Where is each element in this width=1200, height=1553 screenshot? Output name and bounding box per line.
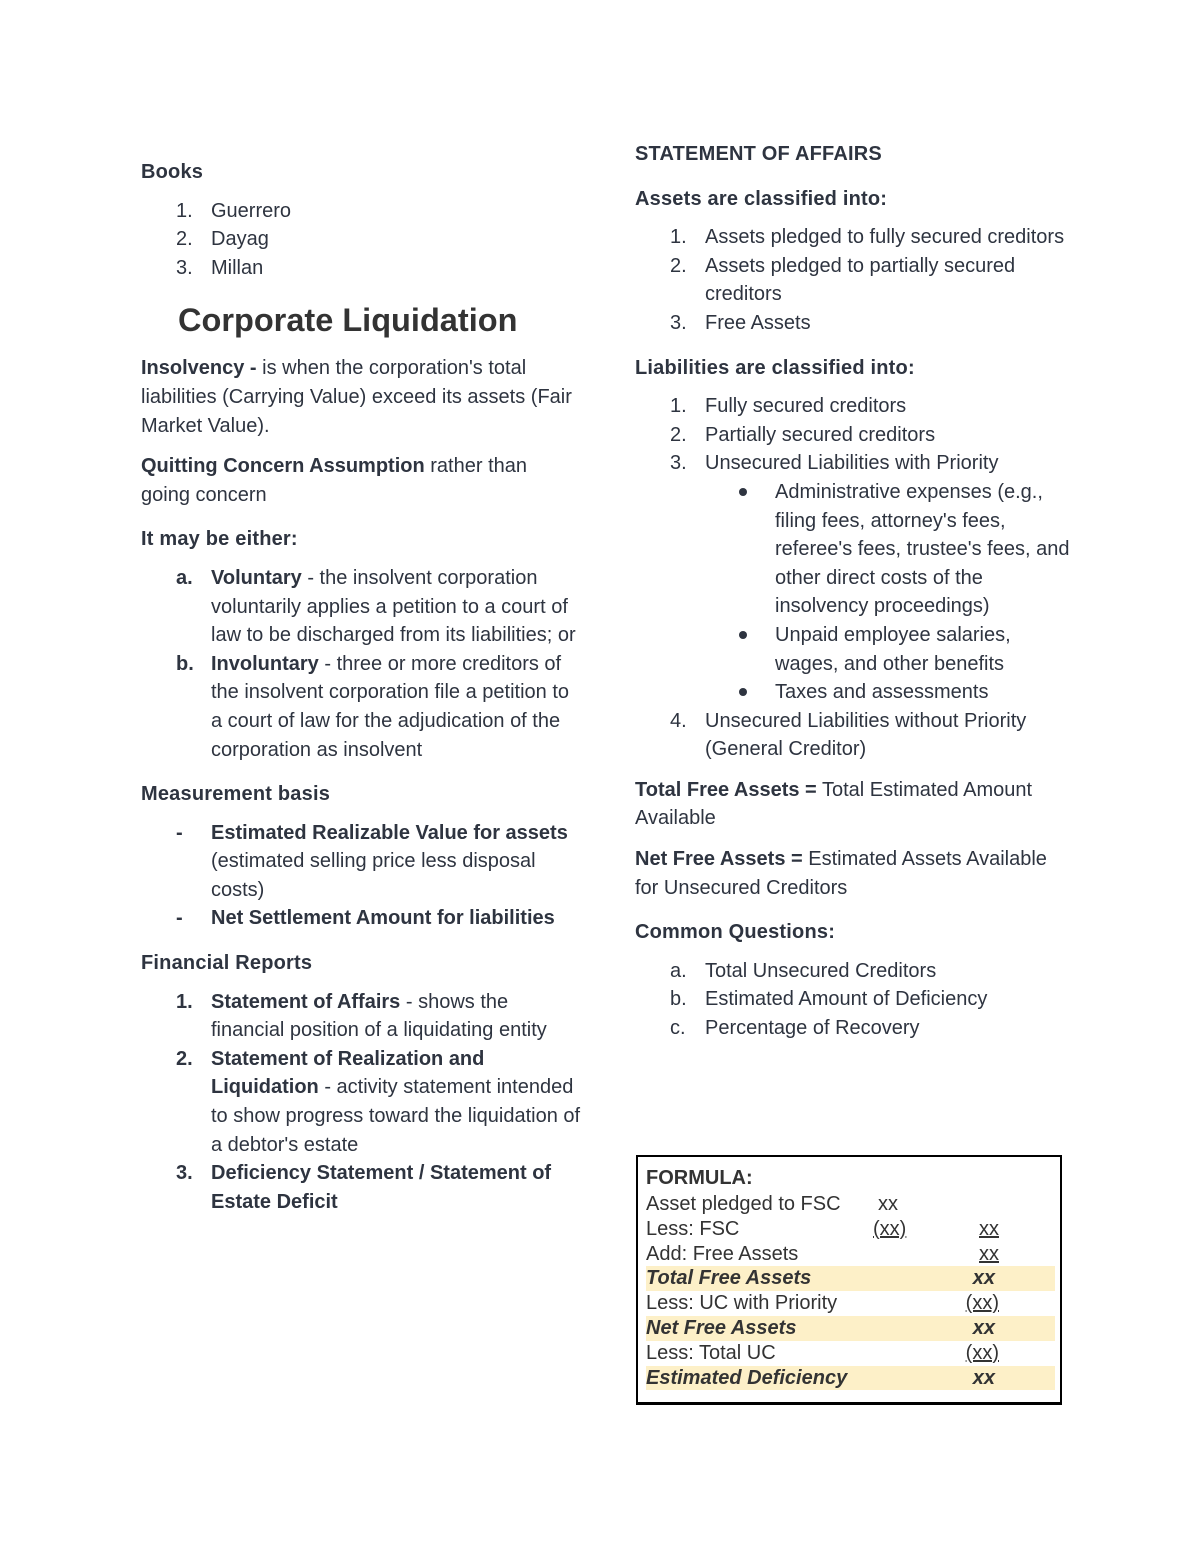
list-item <box>141 564 581 650</box>
definition: Total Estimated Amount Available <box>635 778 1033 830</box>
list-item <box>635 478 1075 621</box>
list-text: Millan <box>211 256 264 279</box>
list-item <box>141 988 581 1045</box>
formula-row-highlight <box>646 1266 1055 1291</box>
right-column <box>635 140 1075 1055</box>
term: Involuntary <box>211 652 319 675</box>
formula-row-highlight <box>646 1366 1055 1391</box>
list-marker: - <box>176 907 183 930</box>
assets-heading: Assets are classified into: <box>635 187 888 210</box>
list-marker: 3. <box>176 1162 193 1185</box>
list-text: Unsecured Liabilities without Priority (General Creditor) <box>705 709 1027 761</box>
list-item <box>635 421 1075 450</box>
formula-box <box>636 1155 1062 1405</box>
list-item <box>141 225 581 254</box>
definition: - activity statement intended to show progress toward the liquidation of a debtor's estate <box>211 1076 581 1156</box>
total-free-assets-definition <box>635 776 1075 833</box>
list-marker: 1. <box>670 395 687 418</box>
list-marker: 3. <box>176 256 193 279</box>
page-title: Corporate Liquidation <box>178 302 518 339</box>
list-item <box>635 678 1075 707</box>
list-item <box>141 197 581 226</box>
left-column <box>141 140 581 1228</box>
term: Insolvency - <box>141 357 257 380</box>
term: Total Free Assets = <box>635 778 817 801</box>
list-item <box>141 819 581 905</box>
either-list <box>141 564 581 764</box>
list-text: Fully secured creditors <box>705 395 907 418</box>
term: Net Free Assets = <box>635 848 803 871</box>
formula-value-1: xx <box>878 1193 898 1215</box>
formula-label: Estimated Deficiency <box>646 1366 848 1389</box>
list-text: Estimated Amount of Deficiency <box>705 988 988 1011</box>
bullet-icon <box>739 688 747 696</box>
list-item <box>141 650 581 764</box>
list-marker: a. <box>176 566 193 589</box>
reports-heading: Financial Reports <box>141 952 313 975</box>
formula-row <box>646 1217 1055 1242</box>
formula-value-1: (xx) <box>873 1217 907 1240</box>
list-text: Assets pledged to partially secured creditors <box>705 254 1016 306</box>
list-marker: b. <box>176 652 194 675</box>
formula-row-highlight <box>646 1316 1055 1341</box>
formula-value-2: xx <box>972 1267 995 1290</box>
term: Statement of Realization and Liquidation <box>211 1047 485 1099</box>
liabilities-heading: Liabilities are classified into: <box>635 356 915 379</box>
formula-label: Total Free Assets <box>646 1267 812 1290</box>
list-item <box>635 309 1075 338</box>
list-marker: 4. <box>670 709 687 732</box>
formula-label: Less: FSC <box>646 1217 740 1240</box>
list-text: Guerrero <box>211 199 292 222</box>
soa-heading: STATEMENT OF AFFAIRS <box>635 143 882 165</box>
formula-value-2: (xx) <box>965 1292 999 1315</box>
list-marker: 2. <box>670 254 687 277</box>
list-text: Free Assets <box>705 311 811 334</box>
definition: Estimated Assets Available for Unsecured Creditors <box>635 848 1047 899</box>
list-item <box>635 392 1075 421</box>
bullet-icon <box>739 631 747 639</box>
insolvency-definition <box>141 354 581 440</box>
list-item <box>141 254 581 283</box>
list-item <box>635 621 1075 678</box>
term: Statement of Affairs <box>211 990 401 1013</box>
list-text: Assets pledged to fully secured creditors <box>705 226 1065 249</box>
formula-value-2: xx <box>972 1366 995 1389</box>
list-marker: 1. <box>176 990 193 1013</box>
net-free-assets-definition <box>635 845 1075 902</box>
term: Net Settlement Amount for liabilities <box>211 907 555 930</box>
either-heading: It may be either: <box>141 528 298 551</box>
list-marker: 3. <box>670 311 687 334</box>
term: Estimated Realizable Value for assets <box>211 821 568 844</box>
list-item <box>635 252 1075 309</box>
list-text: Partially secured creditors <box>705 423 936 446</box>
term: Voluntary <box>211 566 302 589</box>
formula-label: Asset pledged to FSC <box>646 1193 841 1215</box>
questions-list <box>635 957 1075 1043</box>
list-marker: b. <box>670 988 687 1011</box>
list-marker: 3. <box>670 452 687 475</box>
books-heading: Books <box>141 161 204 183</box>
definition: (estimated selling price less disposal costs) <box>211 850 536 901</box>
list-marker: 1. <box>176 199 193 222</box>
list-item <box>635 1014 1075 1043</box>
list-item <box>635 449 1075 478</box>
formula-row <box>646 1242 1055 1267</box>
liabilities-list <box>635 392 1075 764</box>
list-marker: 1. <box>670 226 687 249</box>
formula-label: Less: UC with Priority <box>646 1292 838 1315</box>
term: Deficiency Statement / Statement of Estate Deficit <box>211 1162 552 1213</box>
formula-label: Net Free Assets <box>646 1316 797 1339</box>
formula-value-2: (xx) <box>965 1341 999 1364</box>
list-item <box>141 1159 581 1216</box>
list-item <box>635 985 1075 1014</box>
formula-label: Add: Free Assets <box>646 1242 799 1265</box>
formula-label: Less: Total UC <box>646 1341 776 1364</box>
list-marker: a. <box>670 959 687 982</box>
definition: - shows the financial position of a liquidating entity <box>211 990 547 1042</box>
formula-value-2: xx <box>979 1217 999 1240</box>
list-item <box>141 1045 581 1159</box>
formula-value-2: xx <box>972 1316 995 1339</box>
books-list <box>141 197 581 283</box>
list-text: Taxes and assessments <box>775 681 989 704</box>
list-text: Administrative expenses (e.g., filing fees, attorney's fees, referee's fees, trustee's fees, and other direct costs of the insolvency proceedings) <box>775 480 1070 618</box>
assets-list <box>635 223 1075 337</box>
list-text: Dayag <box>211 228 269 251</box>
definition: rather than going concern <box>141 455 527 506</box>
formula-value-2: xx <box>979 1242 999 1265</box>
reports-list <box>141 988 581 1217</box>
list-item <box>635 223 1075 252</box>
quitting-concern <box>141 452 581 509</box>
list-marker: c. <box>670 1017 686 1040</box>
list-marker: - <box>176 821 183 844</box>
list-text: Unpaid employee salaries, wages, and other benefits <box>775 623 1011 675</box>
definition: - three or more creditors of the insolvent corporation file a petition to a court of law for the adjudication of the corporation as insolvent <box>211 652 569 761</box>
list-item <box>141 904 581 933</box>
list-marker: 2. <box>670 423 687 446</box>
formula-row <box>646 1291 1055 1316</box>
measurement-heading: Measurement basis <box>141 783 331 806</box>
measurement-list <box>141 819 581 933</box>
list-marker: 2. <box>176 1047 193 1070</box>
list-text: Total Unsecured Creditors <box>705 959 937 982</box>
formula-title: FORMULA: <box>646 1167 753 1189</box>
definition: is when the corporation's total liabilities (Carrying Value) exceed its assets (Fair Market Value). <box>141 357 572 437</box>
list-marker: 2. <box>176 228 193 251</box>
list-item <box>635 707 1075 764</box>
questions-heading: Common Questions: <box>635 921 836 944</box>
list-text: Unsecured Liabilities with Priority <box>705 452 999 475</box>
list-text: Percentage of Recovery <box>705 1017 920 1040</box>
term: Quitting Concern Assumption <box>141 455 425 478</box>
formula-row <box>646 1341 1055 1366</box>
definition: - the insolvent corporation voluntarily applies a petition to a court of law to be discharged from its liabilities; or <box>211 566 576 647</box>
formula-row <box>646 1192 1055 1217</box>
bullet-icon <box>739 488 747 496</box>
list-item <box>635 957 1075 986</box>
